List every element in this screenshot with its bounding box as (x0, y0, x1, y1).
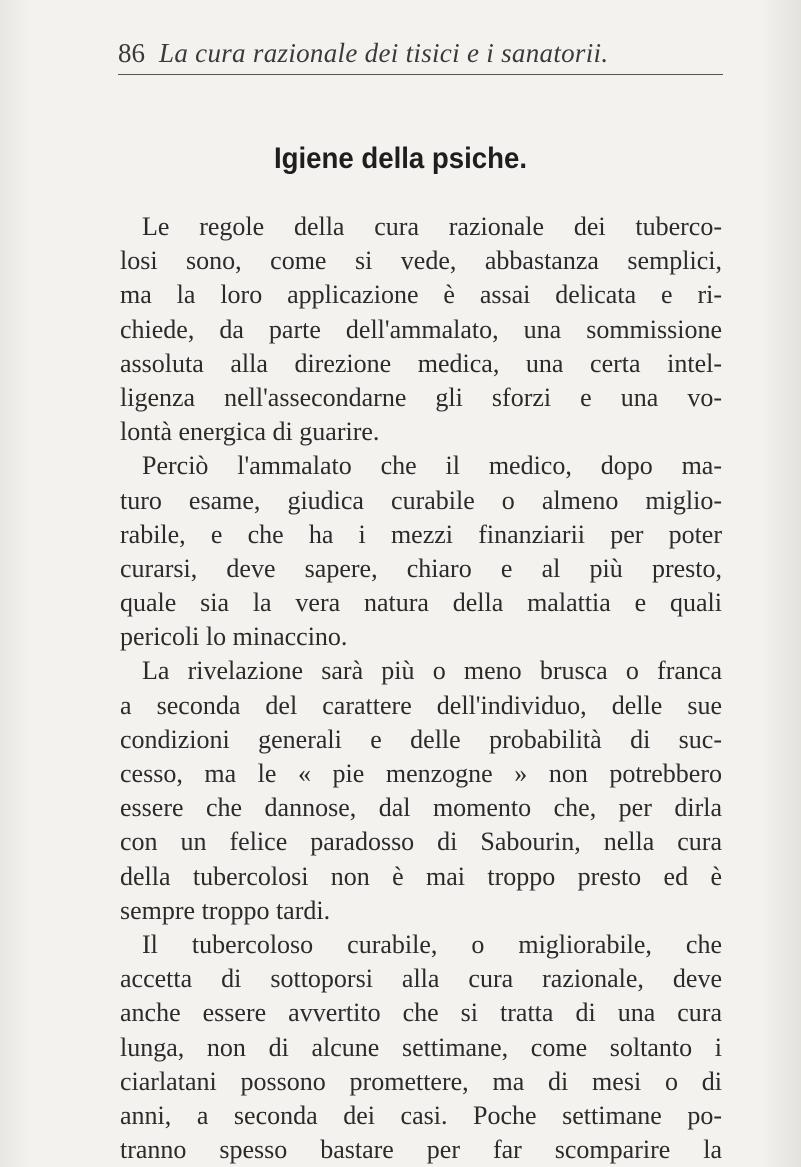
text-line: a seconda del carattere dell'individuo, delle sue (120, 690, 722, 720)
text-line: anni, a seconda dei casi. Poche settimane po- (120, 1100, 722, 1130)
text-line: accetta di sottoporsi alla cura razionale, deve (120, 964, 722, 994)
text-line: turo esame, giudica curabile o almeno miglio- (120, 485, 722, 515)
section-title: Igiene della psiche. (273, 142, 528, 175)
text-line: pericoli lo minaccino. (120, 622, 348, 652)
text-line: assoluta alla direzione medica, una certa intel- (120, 348, 722, 378)
text-line: con un felice paradosso di Sabourin, nella cura (120, 827, 722, 857)
text-line: ciarlatani possono promettere, ma di mesi o di (120, 1066, 722, 1096)
text-line: della tubercolosi non è mai troppo presto ed è (120, 861, 722, 891)
text-line: La rivelazione sarà più o meno brusca o franca (142, 656, 722, 686)
running-head-title: La cura razionale dei tisici e i sanatorii. (159, 38, 609, 68)
text-line: sempre troppo tardi. (120, 895, 331, 925)
text-line: Perciò l'ammalato che il medico, dopo ma- (142, 451, 722, 481)
text-line: losi sono, come si vede, abbastanza semplici, (120, 246, 722, 276)
text-line: cesso, ma le « pie menzogne » non potrebbero (120, 759, 722, 788)
text-line: rabile, e che ha i mezzi finanziarii per poter (120, 519, 722, 549)
text-line: lontà energica di guarire. (120, 417, 380, 447)
text-line: anche essere avvertito che si tratta di una cura (120, 998, 722, 1028)
text-line: tranno spesso bastare per far scomparire la (120, 1135, 722, 1165)
header-rule (118, 74, 723, 75)
running-head (118, 38, 718, 74)
text-line: Le regole della cura razionale dei tuberco- (142, 212, 722, 241)
text-line: Il tubercoloso curabile, o migliorabile, che (142, 929, 722, 959)
body-text (120, 210, 722, 1167)
text-line: ma la loro applicazione è assai delicata e ri- (120, 280, 722, 310)
text-line: essere che dannose, dal momento che, per dirla (120, 793, 722, 823)
text-line: condizioni generali e delle probabilità di suc- (120, 724, 722, 754)
page-number: 86 (118, 38, 145, 68)
text-line: chiede, da parte dell'ammalato, una sommissione (120, 314, 722, 344)
text-line: quale sia la vera natura della malattia e quali (120, 588, 722, 618)
text-line: ligenza nell'assecondarne gli sforzi e una vo- (120, 382, 722, 412)
text-line: lunga, non di alcune settimane, come soltanto i (120, 1032, 722, 1062)
text-line: curarsi, deve sapere, chiaro e al più presto, (120, 553, 722, 583)
